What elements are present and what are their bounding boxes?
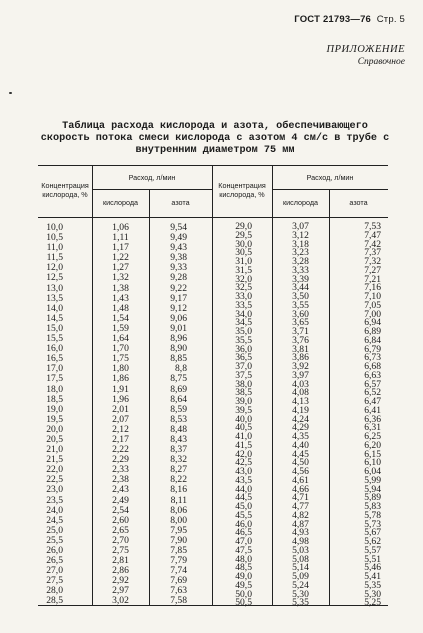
table-cell: 2,12	[112, 423, 129, 435]
table-cell: 7,16	[364, 282, 381, 294]
table-cell: 2,75	[112, 545, 129, 556]
table-cell: 4,08	[292, 387, 309, 399]
table-cell: 30,0	[235, 238, 252, 250]
table-cell: 23,0	[46, 484, 63, 496]
header-flow: Расход, л/мин	[128, 173, 176, 182]
table-cell: 7,42	[364, 238, 381, 250]
table-cell: 25,0	[46, 524, 63, 536]
table-cell: 23,5	[46, 494, 63, 506]
appendix-title: ПРИЛОЖЕНИЕ	[326, 44, 405, 55]
right-nitrogen-column	[329, 223, 381, 608]
table-cell: 6,52	[364, 387, 381, 399]
table-cell: 6,57	[364, 378, 381, 390]
table-cell: 39,5	[235, 404, 252, 416]
left-oxygen-column	[92, 223, 149, 607]
table-cell: 5,14	[292, 562, 309, 574]
table-cell: 32,0	[235, 273, 252, 285]
table-cell: 13,5	[46, 292, 63, 304]
table-cell: 6,10	[364, 457, 381, 469]
table-cell: 7,05	[364, 299, 381, 311]
table-cell: 50,0	[235, 588, 252, 600]
table-cell: 9,17	[170, 292, 187, 304]
table-cell: 7,21	[364, 273, 381, 285]
table-cell: 3,28	[292, 256, 309, 267]
table-cell: 1,32	[112, 272, 129, 284]
table-cell: 40,5	[235, 422, 252, 434]
table-cell: 5,30	[364, 588, 381, 600]
header-concentration: Концентрация кислорода, %	[41, 181, 89, 199]
table-cell: 47,5	[235, 544, 252, 556]
table-cell: 4,77	[292, 501, 309, 512]
table-cell: 29,5	[235, 229, 252, 241]
table-cell: 3,86	[292, 352, 309, 364]
table-cell: 3,02	[112, 595, 129, 607]
table-cell: 5,03	[292, 544, 309, 556]
table-cell: 42,0	[235, 448, 252, 460]
table-cell: 5,99	[364, 474, 381, 486]
table-cell: 46,5	[235, 527, 252, 539]
table-body	[38, 218, 388, 609]
table-cell: 8,16	[170, 484, 187, 496]
table-cell: 20,0	[46, 423, 63, 435]
table-cell: 5,51	[364, 553, 381, 565]
table-cell: 14,0	[46, 302, 63, 314]
table-cell: 19,5	[46, 413, 63, 425]
table-cell: 35,0	[235, 326, 252, 337]
table-cell: 7,74	[170, 565, 187, 577]
table-cell: 8,53	[170, 413, 187, 425]
table-cell: 1,75	[112, 353, 129, 365]
table-cell: 8,06	[170, 504, 187, 516]
table-cell: 35,5	[235, 334, 252, 346]
table-cell: 5,83	[364, 501, 381, 512]
table-cell: 1,80	[112, 363, 129, 375]
table-cell: 6,94	[364, 317, 381, 329]
table-cell: 4,98	[292, 536, 309, 547]
table-cell: 2,49	[112, 494, 129, 506]
table-cell: 4,40	[292, 439, 309, 451]
table-cell: 6,31	[364, 422, 381, 434]
table-cell: 1,96	[112, 393, 129, 405]
table-cell: 2,86	[112, 565, 129, 577]
table-cell: 9,22	[170, 282, 187, 294]
table-cell: 28,0	[46, 585, 63, 597]
table-cell: 49,5	[235, 579, 252, 591]
table-cell: 31,5	[235, 264, 252, 276]
table-cell: 1,22	[112, 252, 129, 264]
table-cell: 1,11	[112, 232, 129, 244]
table-cell: 1,27	[112, 262, 129, 274]
table-cell: 7,85	[170, 545, 187, 556]
table-cell: 49,0	[235, 571, 252, 582]
flow-table	[38, 165, 388, 609]
table-cell: 1,86	[112, 373, 129, 385]
table-cell: 3,55	[292, 299, 309, 311]
table-cell: 9,28	[170, 272, 187, 284]
table-cell: 3,50	[292, 291, 309, 302]
table-cell: 4,50	[292, 457, 309, 469]
table-cell: 46,0	[235, 518, 252, 530]
table-cell: 39,0	[235, 396, 252, 407]
table-cell: 4,87	[292, 518, 309, 530]
table-cell: 1,48	[112, 302, 129, 314]
table-cell: 1,59	[112, 322, 129, 334]
table-cell: 2,29	[112, 454, 129, 466]
table-cell: 25,5	[46, 534, 63, 546]
table-cell: 14,5	[46, 312, 63, 324]
table-cell: 1,70	[112, 343, 129, 355]
table-cell: 31,0	[235, 256, 252, 267]
table-cell: 8,85	[170, 353, 187, 365]
table-cell: 5,35	[364, 579, 381, 591]
table-cell: 2,17	[112, 433, 129, 445]
table-cell: 41,0	[235, 431, 252, 442]
table-cell: 44,5	[235, 492, 252, 504]
table-cell: 5,67	[364, 527, 381, 539]
table-cell: 8,90	[170, 343, 187, 355]
table-cell: 36,0	[235, 343, 252, 355]
table-cell: 34,0	[235, 308, 252, 320]
table-cell: 41,5	[235, 439, 252, 451]
header-oxygen: кислорода	[282, 198, 319, 207]
right-concentration-column	[212, 223, 252, 608]
table-cell: 7,10	[364, 291, 381, 302]
table-cell: 21,0	[46, 444, 63, 456]
table-cell: 4,61	[292, 474, 309, 486]
table-cell: 6,04	[364, 466, 381, 477]
table-cell: 47,0	[235, 536, 252, 547]
table-cell: 8,48	[170, 423, 187, 435]
table-cell: 6,36	[364, 413, 381, 425]
table-cell: 38,0	[235, 378, 252, 390]
table-cell: 3,97	[292, 369, 309, 381]
table-cell: 32,5	[235, 282, 252, 294]
table-cell: 9,33	[170, 262, 187, 274]
table-cell: 16,5	[46, 353, 63, 365]
table-cell: 4,13	[292, 396, 309, 407]
table-cell: 5,24	[292, 579, 309, 591]
table-cell: 2,92	[112, 575, 129, 587]
table-cell: 9,43	[170, 242, 187, 254]
table-cell: 18,0	[46, 383, 63, 395]
table-cell: 5,30	[292, 588, 309, 600]
table-cell: 30,5	[235, 247, 252, 259]
header-nitrogen: азота	[349, 198, 368, 207]
table-cell: 4,45	[292, 448, 309, 460]
table-cell: 3,07	[292, 221, 309, 232]
table-cell: 27,0	[46, 565, 63, 577]
table-cell: 24,5	[46, 514, 63, 526]
header-nitrogen: азота	[171, 198, 190, 207]
table-cell: 7,79	[170, 555, 187, 567]
table-cell: 10,0	[46, 222, 63, 233]
appendix-label	[327, 44, 406, 67]
table-cell: 8,43	[170, 433, 187, 445]
table-cell: 6,63	[364, 369, 381, 381]
table-cell: 5,09	[292, 571, 309, 582]
table-cell: 9,49	[170, 232, 187, 244]
table-cell: 21,5	[46, 454, 63, 466]
table-cell: 11,0	[46, 242, 63, 254]
table-cell: 3,60	[292, 308, 309, 320]
table-cell: 8,8	[175, 363, 187, 375]
table-cell: 6,73	[364, 352, 381, 364]
table-cell: 45,0	[235, 501, 252, 512]
table-cell: 3,23	[292, 247, 309, 259]
table-cell: 4,82	[292, 509, 309, 521]
table-cell: 4,66	[292, 483, 309, 495]
table-cell: 7,27	[364, 264, 381, 276]
table-cell: 3,39	[292, 273, 309, 285]
table-cell: 1,64	[112, 333, 129, 345]
table-cell: 50,5	[235, 597, 252, 609]
table-cell: 26,0	[46, 545, 63, 556]
table-cell: 22,0	[46, 464, 63, 476]
table-cell: 5,73	[364, 518, 381, 530]
table-cell: 4,24	[292, 413, 309, 425]
table-cell: 1,17	[112, 242, 129, 254]
table-cell: 24,0	[46, 504, 63, 516]
header-oxygen: кислорода	[102, 198, 139, 207]
table-cell: 28,5	[46, 595, 63, 607]
table-cell: 18,5	[46, 393, 63, 405]
table-cell: 12,0	[46, 262, 63, 274]
table-cell: 8,96	[170, 333, 187, 345]
table-cell: 6,20	[364, 439, 381, 451]
table-cell: 4,71	[292, 492, 309, 504]
table-cell: 6,47	[364, 396, 381, 407]
table-cell: 7,37	[364, 247, 381, 259]
table-cell: 48,5	[235, 562, 252, 574]
table-cell: 27,5	[46, 575, 63, 587]
table-cell: 2,38	[112, 474, 129, 486]
table-cell: 5,94	[364, 483, 381, 495]
table-cell: 7,32	[364, 256, 381, 267]
table-cell: 48,0	[235, 553, 252, 565]
table-cell: 2,60	[112, 514, 129, 526]
gost-number: ГОСТ 21793—76	[294, 14, 372, 25]
table-cell: 45,5	[235, 509, 252, 521]
table-cell: 6,41	[364, 404, 381, 416]
table-cell: 33,5	[235, 299, 252, 311]
table-title-line: скорость потока смеси кислорода с азотом 4 см/с в трубе с	[40, 133, 390, 144]
table-cell: 7,00	[364, 308, 381, 320]
table-cell: 5,46	[364, 562, 381, 574]
table-cell: 2,65	[112, 524, 129, 536]
table-cell: 5,78	[364, 509, 381, 521]
page-number: Стр. 5	[376, 14, 405, 25]
table-cell: 3,44	[292, 282, 309, 294]
header-flow: Расход, л/мин	[306, 173, 354, 182]
table-cell: 7,95	[170, 524, 187, 536]
table-cell: 38,5	[235, 387, 252, 399]
table-cell: 9,06	[170, 312, 187, 324]
table-cell: 3,76	[292, 334, 309, 346]
table-cell: 34,5	[235, 317, 252, 329]
table-title-line: Таблица расхода кислорода и азота, обеспечивающего	[62, 121, 368, 132]
table-cell: 8,64	[170, 393, 187, 405]
table-cell: 7,47	[364, 229, 381, 241]
table-cell: 7,90	[170, 534, 187, 546]
table-cell: 2,07	[112, 413, 129, 425]
table-cell: 26,5	[46, 555, 63, 567]
table-cell: 19,0	[46, 403, 63, 415]
table-cell: 3,92	[292, 361, 309, 372]
table-cell: 9,12	[170, 302, 187, 314]
right-oxygen-column	[272, 223, 329, 608]
table-cell: 1,54	[112, 312, 129, 324]
table-cell: 2,33	[112, 464, 129, 476]
left-nitrogen-column	[149, 223, 187, 607]
table-cell: 6,25	[364, 431, 381, 442]
table-cell: 2,43	[112, 484, 129, 496]
table-cell: 20,5	[46, 433, 63, 445]
table-cell: 5,57	[364, 544, 381, 556]
table-title-line: внутренним диаметром 75 мм	[135, 145, 295, 156]
table-cell: 2,54	[112, 504, 129, 516]
table-cell: 17,0	[46, 363, 63, 375]
header-concentration: Концентрация кислорода, %	[218, 181, 266, 199]
table-cell: 2,97	[112, 585, 129, 597]
table-cell: 2,22	[112, 444, 129, 456]
page-header	[294, 14, 405, 25]
table-cell: 6,84	[364, 334, 381, 346]
table-cell: 8,22	[170, 474, 187, 486]
table-cell: 1,43	[112, 292, 129, 304]
table-cell: 9,01	[170, 322, 187, 334]
table-cell: 1,06	[112, 222, 129, 233]
table-cell: 37,0	[235, 361, 252, 372]
table-cell: 4,35	[292, 431, 309, 442]
table-cell: 9,38	[170, 252, 187, 264]
table-cell: 6,79	[364, 343, 381, 355]
appendix-subtitle: Справочное	[357, 57, 405, 67]
table-cell: 44,0	[235, 483, 252, 495]
table-cell: 36,5	[235, 352, 252, 364]
table-cell: 11,5	[46, 252, 63, 264]
table-cell: 8,32	[170, 454, 187, 466]
table-cell: 8,75	[170, 373, 187, 385]
table-cell: 8,59	[170, 403, 187, 415]
table-cell: 43,0	[235, 466, 252, 477]
table-cell: 2,01	[112, 403, 129, 415]
table-cell: 12,5	[46, 272, 63, 284]
table-cell: 16,0	[46, 343, 63, 355]
table-cell: 6,68	[364, 361, 381, 372]
table-cell: 6,89	[364, 326, 381, 337]
table-cell: 4,93	[292, 527, 309, 539]
left-concentration-column	[38, 223, 63, 607]
table-cell: 5,62	[364, 536, 381, 547]
table-cell: 8,00	[170, 514, 187, 526]
table-cell: 7,69	[170, 575, 187, 587]
table-cell: 42,5	[235, 457, 252, 469]
table-cell: 8,69	[170, 383, 187, 395]
table-cell: 15,5	[46, 333, 63, 345]
table-cell: 5,35	[292, 597, 309, 609]
table-cell: 4,56	[292, 466, 309, 477]
table-cell: 6,15	[364, 448, 381, 460]
table-cell: 15,0	[46, 322, 63, 334]
table-cell: 4,29	[292, 422, 309, 434]
table-cell: 3,71	[292, 326, 309, 337]
table-cell: 17,5	[46, 373, 63, 385]
table-cell: 22,5	[46, 474, 63, 486]
table-cell: 10,5	[46, 232, 63, 244]
table-cell: 2,81	[112, 555, 129, 567]
table-cell: 2,70	[112, 534, 129, 546]
table-cell: 33,0	[235, 291, 252, 302]
table-cell: 37,5	[235, 369, 252, 381]
table-cell: 8,37	[170, 444, 187, 456]
table-cell: 8,11	[170, 494, 187, 506]
table-cell: 4,03	[292, 378, 309, 390]
table-cell: 1,91	[112, 383, 129, 395]
table-title	[40, 121, 390, 157]
scan-speck	[9, 92, 12, 94]
table-cell: 7,63	[170, 585, 187, 597]
table-cell: 5,89	[364, 492, 381, 504]
table-cell: 3,65	[292, 317, 309, 329]
table-cell: 3,81	[292, 343, 309, 355]
table-cell: 5,08	[292, 553, 309, 565]
table-cell: 3,18	[292, 238, 309, 250]
table-cell: 13,0	[46, 282, 63, 294]
table-cell: 43,5	[235, 474, 252, 486]
table-cell: 1,38	[112, 282, 129, 294]
table-cell: 8,27	[170, 464, 187, 476]
table-header	[38, 166, 388, 218]
table-cell: 7,53	[364, 221, 381, 232]
table-cell: 3,12	[292, 229, 309, 241]
table-cell: 3,33	[292, 264, 309, 276]
table-cell: 5,41	[364, 571, 381, 582]
table-cell: 40,0	[235, 413, 252, 425]
table-cell: 5,25	[364, 597, 381, 609]
table-cell: 4,19	[292, 404, 309, 416]
table-cell: 29,0	[235, 221, 252, 232]
table-cell: 9,54	[170, 222, 187, 233]
table-cell: 7,58	[170, 595, 187, 607]
